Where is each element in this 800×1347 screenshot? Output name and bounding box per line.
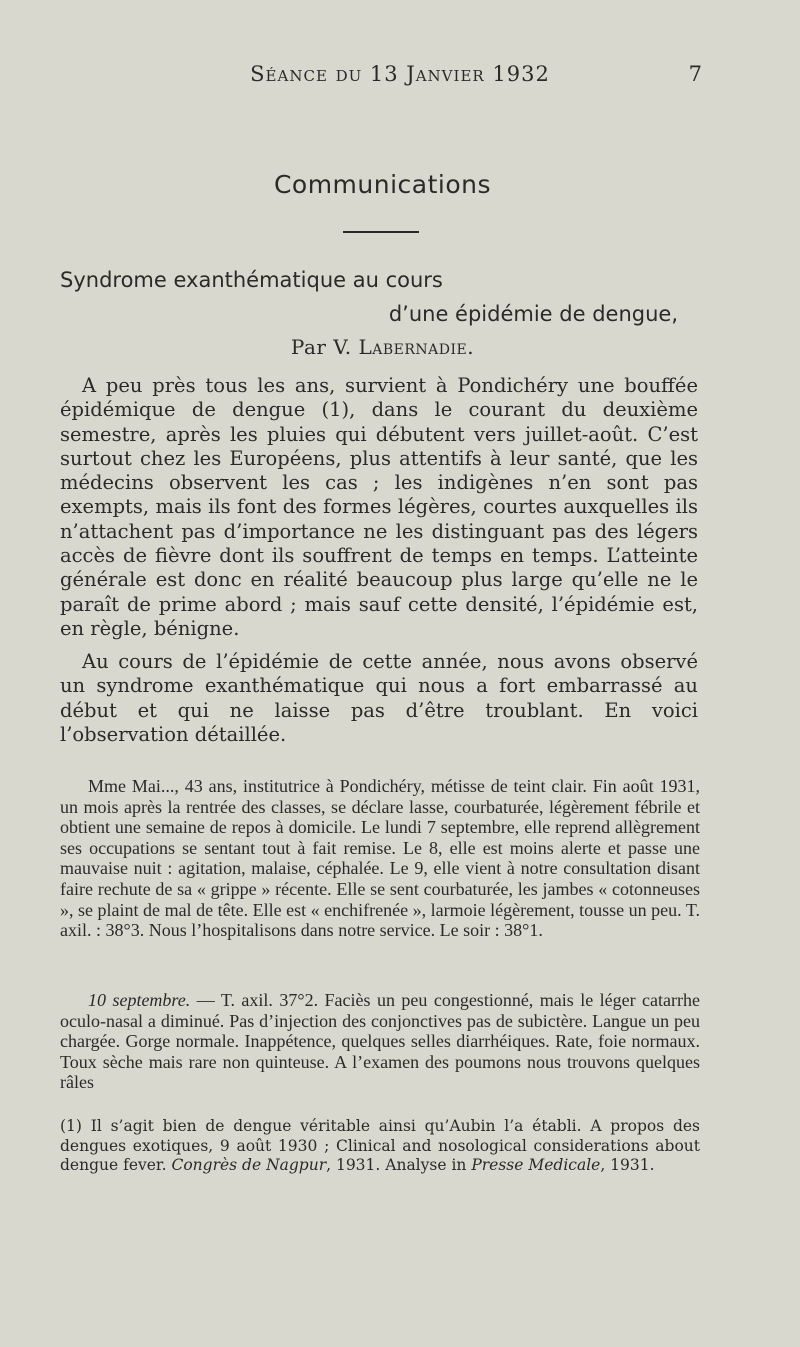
footnote-part-e: , 1931. (600, 1156, 655, 1174)
article-title-line-1: Syndrome exanthématique au cours (60, 268, 443, 292)
observation-paragraph-2-text: — T. axil. 37°2. Faciès un peu congestionné, mais le léger catarrhe oculo-nasal a diminué. Pas d’injection des conjonctives pas de subictère. Langue un peu chargée. Gorge normale. Inappétence, quelques selles diarrhéiques. Rate, foie normaux. Toux sèche mais rare non quinteuse. A l’examen des poumons nous trouvons quelques râles (60, 990, 700, 1093)
body-paragraph-2: Au cours de l’épidémie de cette année, nous avons observé un syndrome exanthématique qui nous a fort embarrassé au début et qui ne laisse pas d’être troublant. En voici l’observation détaillée. (60, 650, 698, 746)
observation-paragraph-2-block (60, 990, 700, 1093)
observation-paragraph-2 (60, 990, 700, 1093)
byline-author: Labernadie. (358, 335, 475, 359)
body-paragraph-2-block (60, 650, 698, 747)
page-number: 7 (688, 62, 702, 86)
article-title-line-2: d’une épidémie de dengue, (388, 302, 678, 326)
body-paragraph-1: A peu près tous les ans, survient à Pondichéry une bouffée épidémique de dengue (1), dans le courant du deuxième semestre, après les pluies qui débutent vers juillet-août. C’est surtout chez les Européens, plus attentifs à leur santé, que les médecins observent les cas ; les indigènes n’en sont pas exempts, mais ils font des formes légères, courtes auxquelles ils n’attachent pas d’importance ne les distinguant pas des légers accès de fièvre dont ils souffrent de temps en temps. L’atteinte générale est donc en réalité beaucoup plus large qu’elle ne le paraît de prime abord ; mais sauf cette densité, l’épidémie est, en règle, bénigne. (60, 374, 698, 640)
footnote-part-c: , 1931. Analyse in (326, 1156, 472, 1174)
section-title: Communications (273, 170, 492, 199)
byline-prefix: Par V. (290, 335, 352, 359)
footnote-congress: Congrès de Nagpur (171, 1156, 327, 1174)
observation-paragraph-1-block (60, 776, 700, 941)
footnote (60, 1117, 700, 1176)
footnote-journal: Presse Medicale (471, 1156, 601, 1174)
observation-date: 10 septembre. (88, 990, 191, 1010)
footnote-text (60, 1117, 700, 1176)
running-title: Séance du 13 Janvier 1932 (250, 62, 550, 86)
body-paragraph-1-block (60, 374, 698, 641)
title-divider (343, 231, 419, 233)
byline (0, 335, 765, 359)
footnote-part-a: (1) Il s’agit bien de dengue véritable ainsi qu’Aubin l’a établi. A propos des dengues exotiques, 9 août 1930 ; Clinical and nosological considerations about dengue fever. (60, 1117, 700, 1174)
observation-paragraph-1: Mme Mai..., 43 ans, institutrice à Pondichéry, métisse de teint clair. Fin août 1931, un mois après la rentrée des classes, se déclare lasse, courbaturée, légèrement fébrile et obtient une semaine de repos à domicile. Le lundi 7 septembre, elle reprend allègrement ses occupations se sentant tout à fait remise. Le 8, elle est moins alerte et passe une mauvaise nuit : agitation, malaise, céphalée. Le 9, elle vient à notre consultation disant faire rechute de sa « grippe » récente. Elle se sent courbaturée, les jambes « cotonneuses », se plaint de mal de tête. Elle est « enchifrenée », larmoie légèrement, tousse un peu. T. axil. : 38°3. Nous l’hospitalisons dans notre service. Le soir : 38°1. (60, 776, 700, 941)
